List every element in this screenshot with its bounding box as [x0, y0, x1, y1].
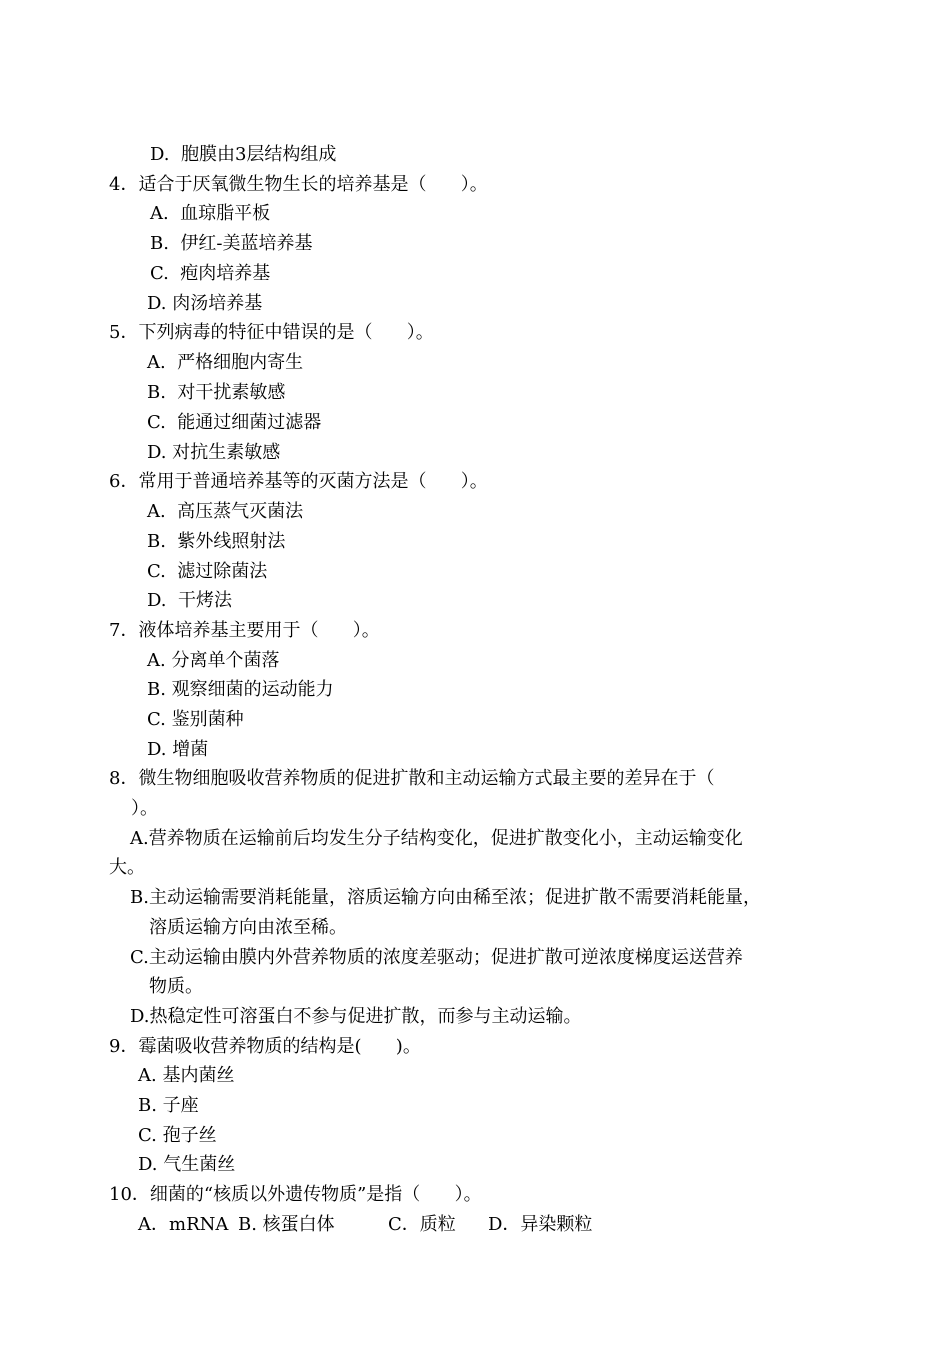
option-b: B. 子座: [138, 1095, 199, 1116]
option-a: A.营养物质在运输前后均发生分子结构变化，促进扩散变化小，主动运输变化: [130, 828, 743, 849]
option-c-continued: 物质。: [149, 976, 203, 997]
question-stem: 7．液体培养基主要用于（ ）。: [109, 620, 380, 641]
option-b: B. 伊红-美蓝培养基: [150, 233, 313, 254]
option-b: B. 紫外线照射法: [147, 531, 286, 552]
option-a: A．mRNA: [138, 1214, 229, 1235]
option-d: D. 气生菌丝: [138, 1154, 236, 1175]
question-stem: 10．细菌的“核质以外遗传物质”是指（ ）。: [109, 1184, 482, 1205]
question-stem: 9．霉菌吸收营养物质的结构是( )。: [109, 1036, 421, 1057]
question-stem-continued: ）。: [131, 798, 158, 819]
option-c: C. 孢子丝: [138, 1125, 217, 1146]
option-d: D. 对抗生素敏感: [147, 442, 281, 463]
option-a: A. 严格细胞内寄生: [147, 352, 304, 373]
option-d: D．异染颗粒: [488, 1214, 593, 1235]
question-stem: 5．下列病毒的特征中错误的是（ ）。: [109, 322, 434, 343]
option-b: B. 核蛋白体: [238, 1214, 335, 1235]
option-d: D. 增菌: [147, 739, 209, 760]
question-stem: 8．微生物细胞吸收营养物质的促进扩散和主动运输方式最主要的差异在于（: [109, 768, 715, 789]
option-c: C. 能通过细菌过滤器: [147, 412, 322, 433]
option-b-continued: 溶质运输方向由浓至稀。: [149, 917, 347, 938]
question-stem: 6．常用于普通培养基等的灭菌方法是（ ）。: [109, 471, 488, 492]
option-c: C.主动运输由膜内外营养物质的浓度差驱动；促进扩散可逆浓度梯度运送营养: [130, 947, 743, 968]
option-b: B.主动运输需要消耗能量，溶质运输方向由稀至浓；促进扩散不需要消耗能量，: [130, 887, 761, 908]
option-a: A. 基内菌丝: [138, 1065, 235, 1086]
option-d: D. 干烤法: [147, 590, 232, 611]
question-stem: 4．适合于厌氧微生物生长的培养基是（ ）。: [109, 174, 488, 195]
option-c: C. 鉴别菌种: [147, 709, 244, 730]
option-b: B. 观察细菌的运动能力: [147, 679, 334, 700]
option-c: C. 滤过除菌法: [147, 561, 268, 582]
option-a: A. 血琼脂平板: [150, 203, 271, 224]
option-c: C．质粒: [388, 1214, 456, 1235]
q3-option-d: D. 胞膜由3层结构组成: [150, 144, 337, 165]
option-d: D.热稳定性可溶蛋白不参与促进扩散，而参与主动运输。: [130, 1006, 582, 1027]
option-d: D. 肉汤培养基: [147, 293, 263, 314]
option-a: A. 高压蒸气灭菌法: [147, 501, 304, 522]
option-a-continued: 大。: [109, 857, 145, 878]
option-b: B. 对干扰素敏感: [147, 382, 286, 403]
option-a: A. 分离单个菌落: [147, 650, 280, 671]
option-c: C. 疱肉培养基: [150, 263, 271, 284]
